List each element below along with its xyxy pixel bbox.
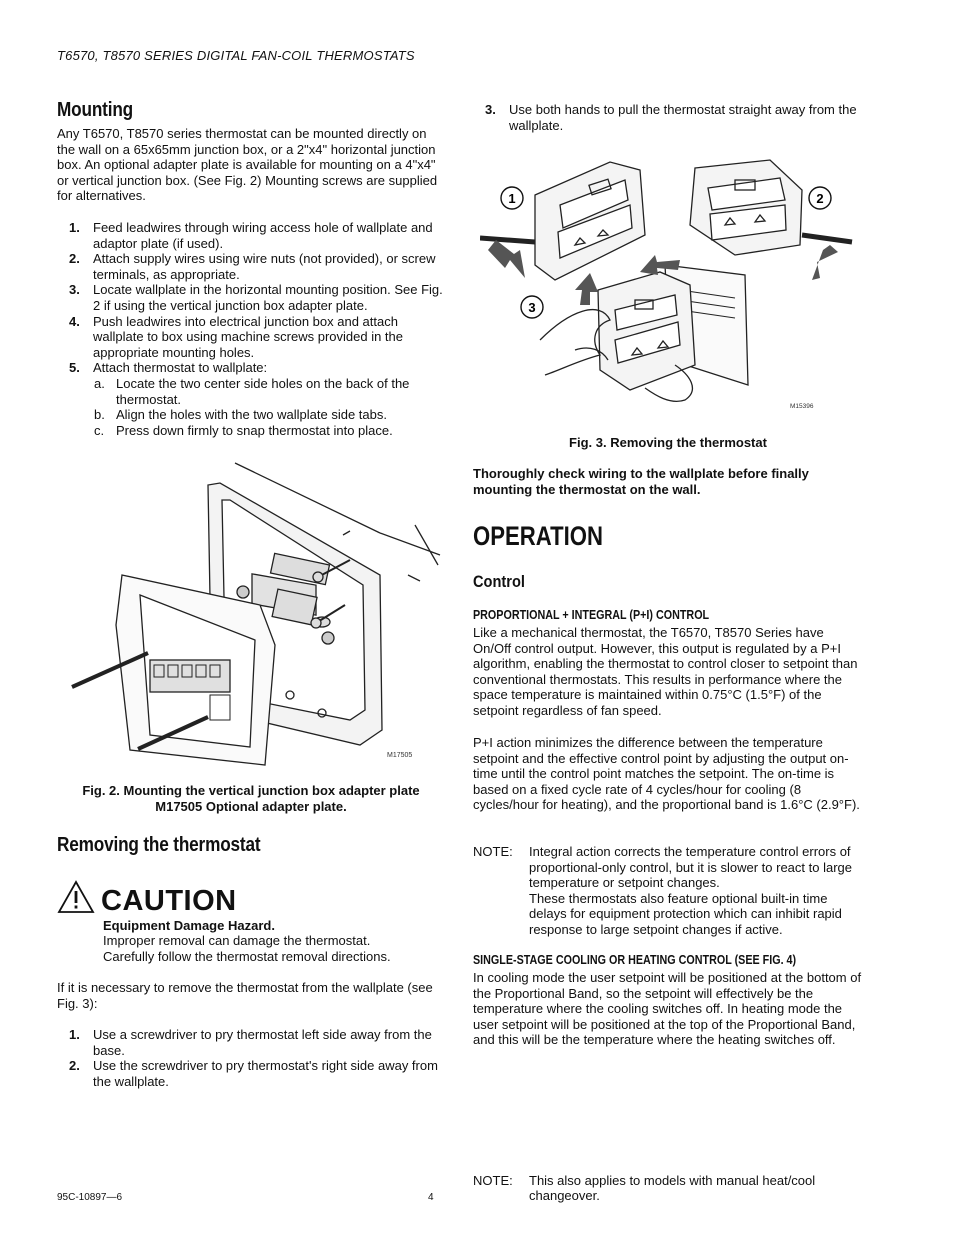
single-stage-heading: SINGLE-STAGE COOLING OR HEATING CONTROL (SEE FIG. 4) xyxy=(473,953,797,967)
control-heading: Control xyxy=(473,572,525,591)
callout-1 xyxy=(501,187,523,209)
svg-text:3: 3 xyxy=(528,300,536,315)
mounting-intro: Any T6570, T8570 series thermostat can be mounted directly on the wall on a 65x65mm junction box, or a 2"x4" horizontal junction box. An optional adapter plate is available for mounting on a 4"x4" or vertical junction box. (See Fig. 2) Mounting screws are supplied for alternatives. xyxy=(57,126,438,204)
fig3-illustration xyxy=(480,150,860,420)
fig3-code: M15396 xyxy=(790,403,814,410)
svg-text:2: 2 xyxy=(816,191,824,206)
removing-step-3 xyxy=(473,102,863,133)
svg-text:1: 1 xyxy=(508,191,516,206)
fig2-illustration xyxy=(60,455,445,775)
list-item: 4. Push leadwires into electrical junction box and attach wallplate to box using machine screws provided in the appropriate mounting holes. xyxy=(69,313,404,360)
caution-subtitle: Equipment Damage Hazard. xyxy=(103,918,275,933)
sub-list-item: c. Press down firmly to snap thermostat into place. xyxy=(94,422,393,438)
caution-title: CAUTION xyxy=(101,885,237,917)
mounting-steps xyxy=(57,220,445,438)
list-item: 2. Use the screwdriver to pry thermostat's right side away from the wallplate. xyxy=(69,1058,438,1089)
mounting-heading: Mounting xyxy=(57,99,134,121)
sub-list-item: b. Align the holes with the two wallplate side tabs. xyxy=(94,407,387,423)
warning-triangle-icon xyxy=(57,880,95,914)
fig2-caption: Fig. 2. Mounting the vertical junction box adapter plate M17505 Optional adapter plate. xyxy=(82,783,420,814)
list-item: 5. Attach thermostat to wallplate: xyxy=(69,360,268,376)
single-stage-paragraph: In cooling mode the user setpoint will be positioned at the bottom of the Proportional Band, so the setpoint will effectively be the temperature where the cooling switches off. In heating mode the user setpoint will be positioned at the top of the Proportional Band, and this will be the temperature where the heating switches off. xyxy=(473,970,862,1048)
list-item: 3. Locate wallplate in the horizontal mounting position. See Fig. 2 if using the vertical junction box adapter plate. xyxy=(69,282,443,313)
list-item: 2. Attach supply wires using wire nuts (not provided), or screw terminals, as appropriate. xyxy=(69,251,436,282)
running-header: T6570, T8570 SERIES DIGITAL FAN-COIL THERMOSTATS xyxy=(57,48,415,63)
list-item: 3. Use both hands to pull the thermostat straight away from the wallplate. xyxy=(485,102,857,133)
pi-control-heading: PROPORTIONAL + INTEGRAL (P+I) CONTROL xyxy=(473,608,710,622)
operation-heading: OPERATION xyxy=(473,521,603,551)
removing-steps xyxy=(57,1027,442,1089)
sub-list-item: a. Locate the two center side holes on the back of the thermostat. xyxy=(94,375,410,407)
removing-intro: If it is necessary to remove the thermostat from the wallplate (see Fig. 3): xyxy=(57,980,433,1011)
note-integral-action: NOTE: Integral action corrects the temperature control errors of proportional-only control, but it is slower to react to large temperature or setpoint changes. These thermostats also feature optional built-in time delays for equipment protection which can inhibit rapid response to large setpoint changes if active. xyxy=(473,844,852,937)
callout-3 xyxy=(521,296,543,318)
fig2-code: M17505 xyxy=(387,752,413,759)
list-item: 1. Use a screwdriver to pry thermostat left side away from the base. xyxy=(69,1027,432,1058)
doc-number: 95C-10897—6 xyxy=(57,1192,123,1203)
pi-paragraph-2: P+I action minimizes the difference between the temperature setpoint and the effective control point by adjusting the output on-time until the control point matches the setpoint. The on-time is based on a fixed cycle rate of 4 cycles/hour for cooling (8 cycles/hour for heating), and the proportional band is 1.6°C (2.9°F). xyxy=(473,735,860,813)
fig3-caption: Fig. 3. Removing the thermostat xyxy=(569,435,767,450)
check-wiring-note: Thoroughly check wiring to the wallplate before finally mounting the thermostat on the wall. xyxy=(473,466,809,497)
list-item: 1. Feed leadwires through wiring access hole of wallplate and adaptor plate (if used). xyxy=(69,220,433,251)
callout-2 xyxy=(809,187,831,209)
pi-paragraph-1: Like a mechanical thermostat, the T6570, T8570 Series have On/Off control output. However, this output is regulated by a P+I algorithm, enabling the thermostat to control closer to setpoint than conventional thermostats. This results in performance where the space temperature is maintained within 0.75°C (1.5°F) of the setpoint regardless of fan speed. xyxy=(473,625,858,718)
note-changeover: NOTE: This also applies to models with manual heat/cool changeover. xyxy=(473,1172,816,1204)
removing-heading: Removing the thermostat xyxy=(57,834,261,856)
page-number: 4 xyxy=(428,1192,434,1203)
caution-text: Improper removal can damage the thermostat. Carefully follow the thermostat removal directions. xyxy=(103,933,391,964)
